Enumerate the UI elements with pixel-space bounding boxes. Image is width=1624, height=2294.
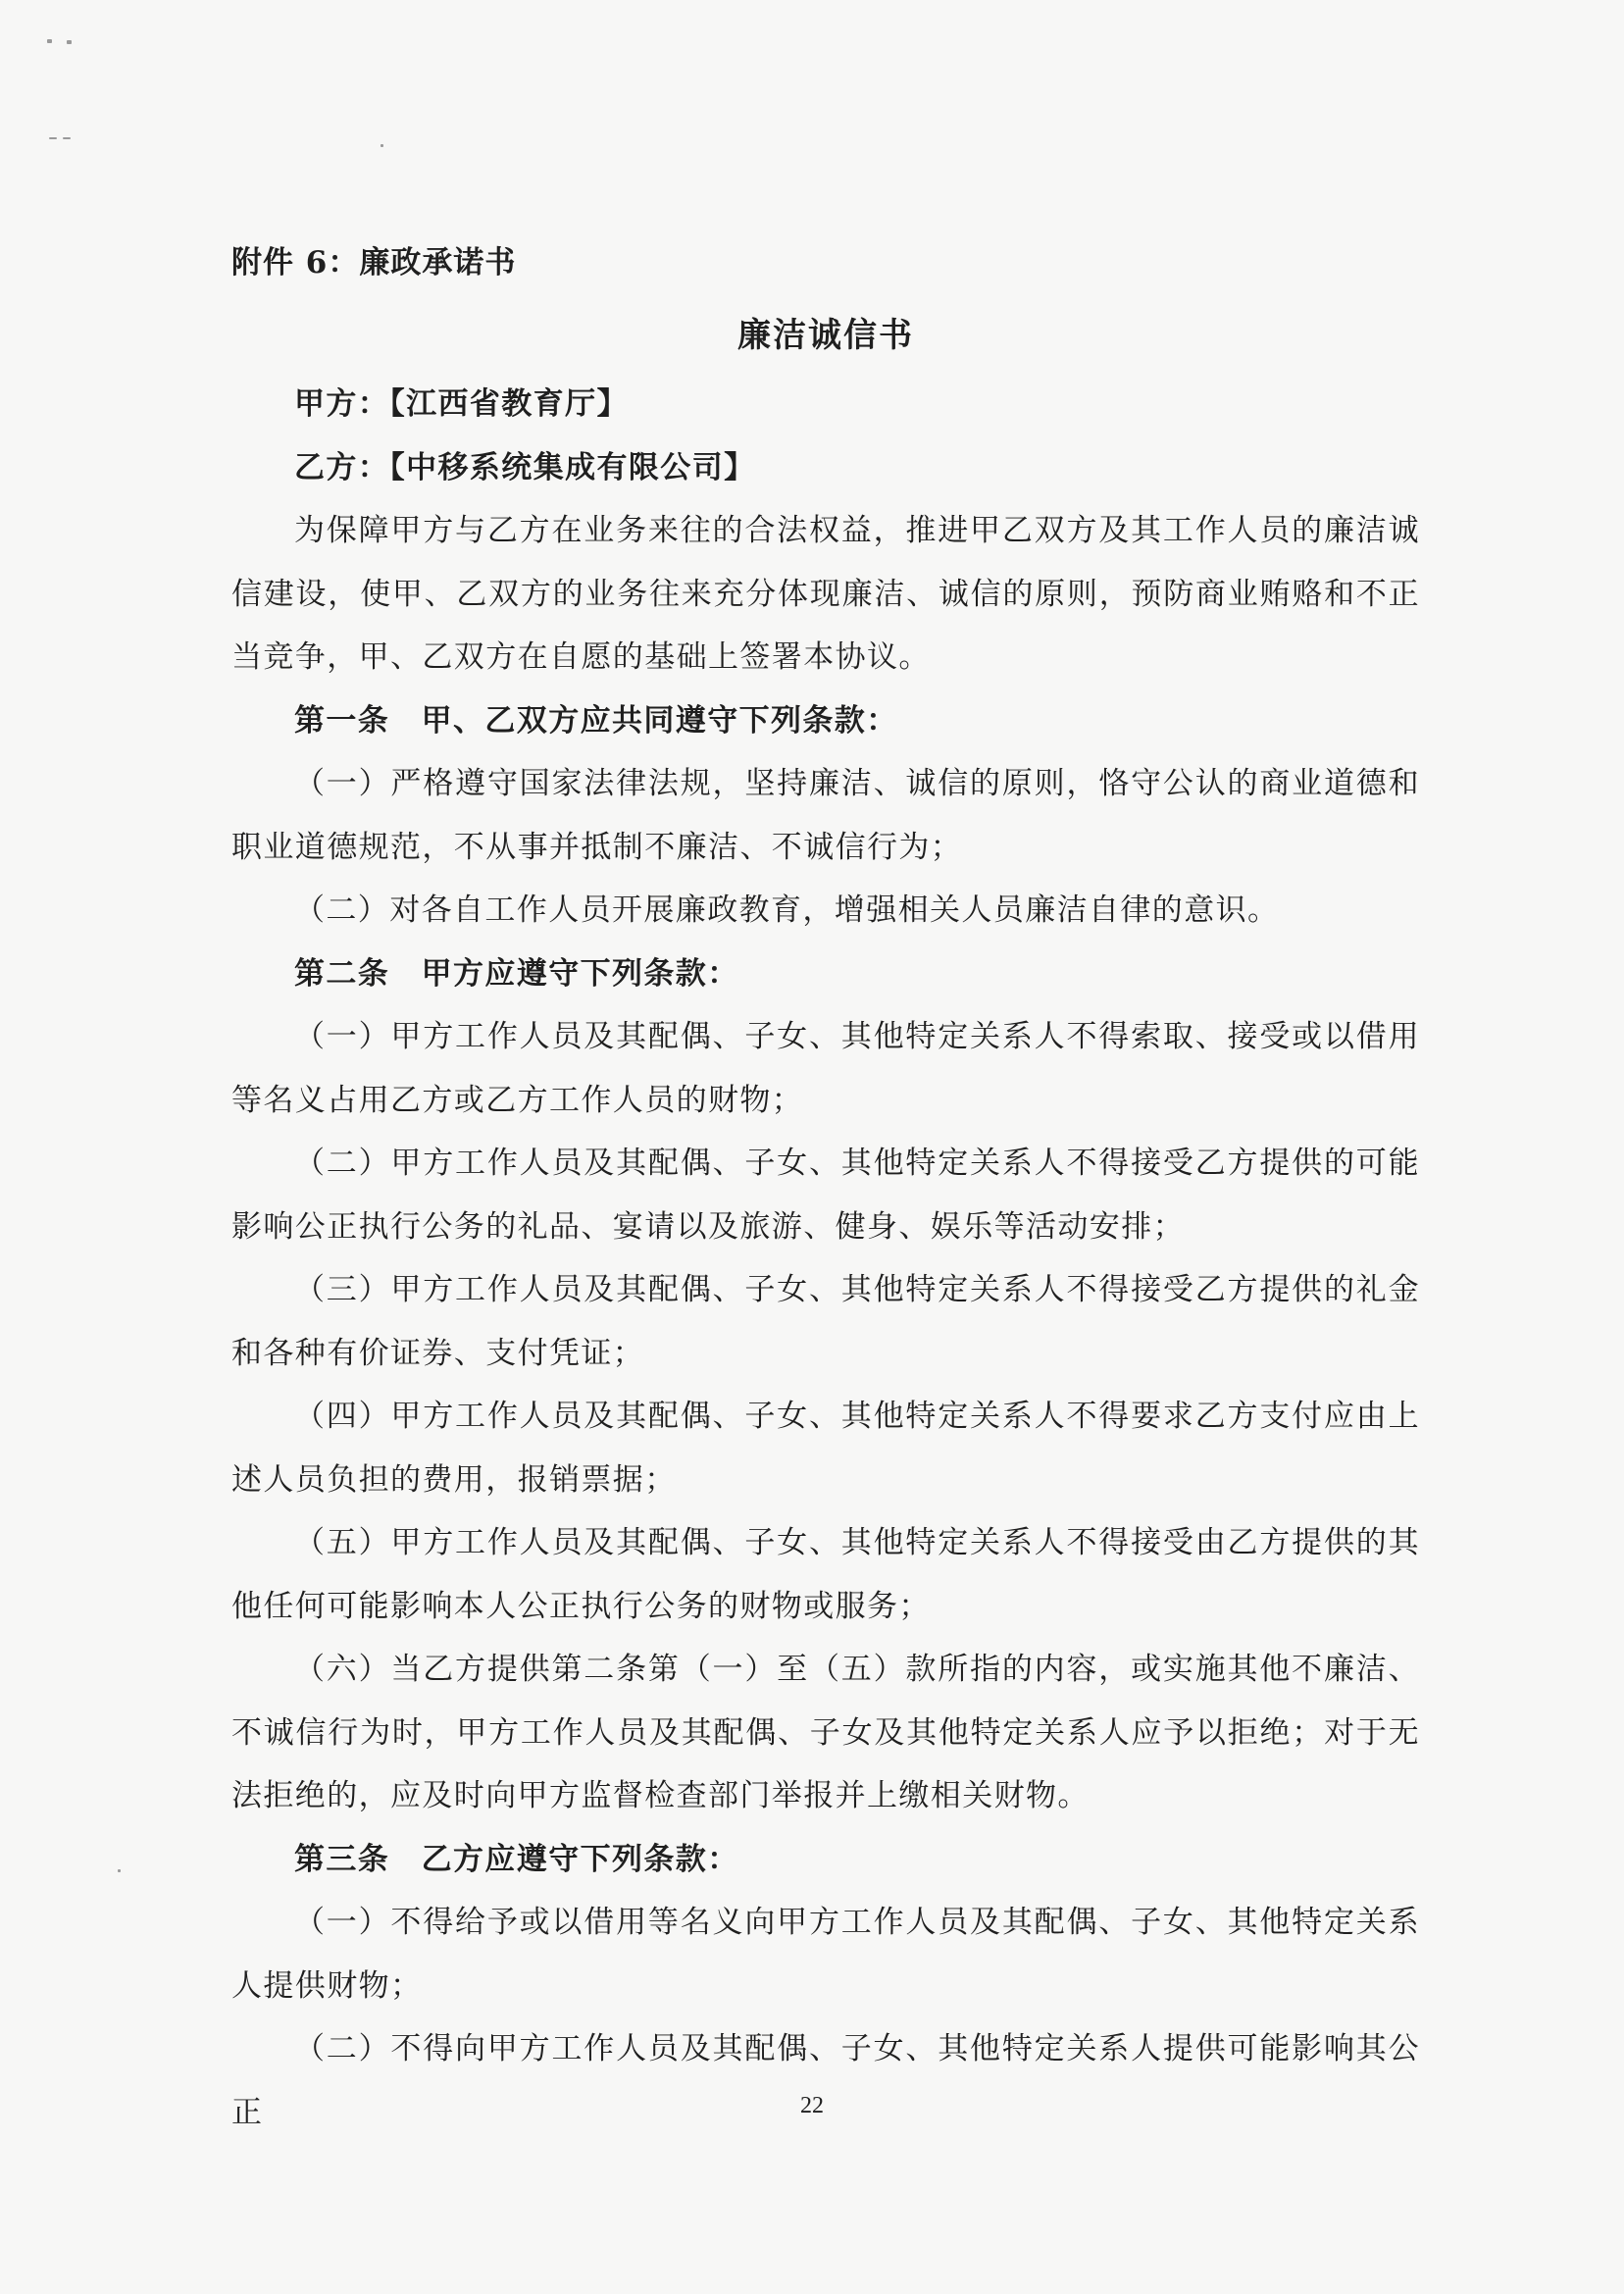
scan-speck	[49, 137, 57, 139]
article2-heading: 第二条 甲方应遵守下列条款：	[294, 955, 739, 992]
article3-item: （一）不得给予或以借用等名义向甲方工作人员及其配偶、子女、其他特定关系人提供财物；	[231, 1905, 1420, 2004]
page-number: 22	[800, 2093, 824, 2118]
scan-speck	[118, 1869, 121, 1872]
annex-label: 附件 6：廉政承诺书	[231, 245, 517, 280]
article2-item: （一）甲方工作人员及其配偶、子女、其他特定关系人不得索取、接受或以借用等名义占用乙方或乙方工作人员的财物；	[231, 1019, 1420, 1118]
document-title: 廉洁诚信书	[737, 316, 914, 355]
article1-item: （一）严格遵守国家法律法规，坚持廉洁、诚信的原则，恪守公认的商业道德和职业道德规范，不从事并抵制不廉洁、不诚信行为；	[231, 766, 1420, 865]
article2-item: （三）甲方工作人员及其配偶、子女、其他特定关系人不得接受乙方提供的礼金和各种有价证券、支付凭证；	[231, 1272, 1420, 1371]
article3-heading: 第三条 乙方应遵守下列条款：	[294, 1841, 739, 1877]
scan-speck	[67, 40, 72, 44]
scan-speck	[47, 39, 52, 43]
article3-item: （二）不得向甲方工作人员及其配偶、子女、其他特定关系人提供可能影响其公正	[231, 2031, 1420, 2130]
scan-speck	[381, 144, 383, 147]
party-a-line: 甲方：【江西省教育厅】	[294, 386, 629, 422]
article2-item: （六）当乙方提供第二条第（一）至（五）款所指的内容，或实施其他不廉洁、不诚信行为时，甲方工作人员及其配偶、子女及其他特定关系人应予以拒绝；对于无法拒绝的，应及时向甲方监督检查部门举报并上缴相关财物。	[231, 1652, 1420, 1813]
article2-item: （五）甲方工作人员及其配偶、子女、其他特定关系人不得接受由乙方提供的其他任何可能影响本人公正执行公务的财物或服务；	[231, 1525, 1420, 1624]
article2-item: （四）甲方工作人员及其配偶、子女、其他特定关系人不得要求乙方支付应由上述人员负担的费用，报销票据；	[231, 1399, 1420, 1498]
party-b-line: 乙方：【中移系统集成有限公司】	[294, 449, 756, 485]
scan-speck	[63, 137, 71, 139]
document-body	[231, 373, 1420, 2144]
article1-item: （二）对各自工作人员开展廉政教育，增强相关人员廉洁自律的意识。	[294, 892, 1280, 928]
preamble-paragraph: 为保障甲方与乙方在业务来往的合法权益，推进甲乙双方及其工作人员的廉洁诚信建设，使甲、乙双方的业务往来充分体现廉洁、诚信的原则，预防商业贿赂和不正当竞争，甲、乙双方在自愿的基础上签署本协议。	[231, 513, 1420, 675]
article2-item: （二）甲方工作人员及其配偶、子女、其他特定关系人不得接受乙方提供的可能影响公正执行公务的礼品、宴请以及旅游、健身、娱乐等活动安排；	[231, 1146, 1420, 1245]
article1-heading: 第一条 甲、乙双方应共同遵守下列条款：	[294, 702, 898, 739]
